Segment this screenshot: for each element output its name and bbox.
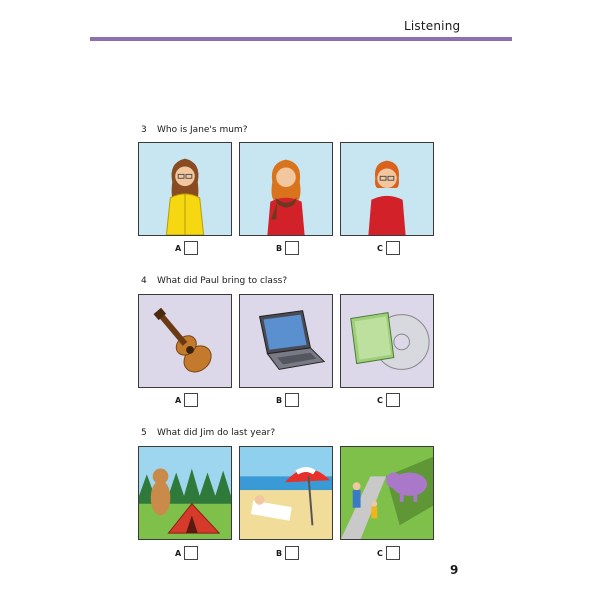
option-4a bbox=[175, 393, 198, 407]
question-text: What did Paul bring to class? bbox=[157, 276, 288, 286]
option-4a-picture[interactable] bbox=[138, 294, 232, 388]
option-4b-picture[interactable] bbox=[239, 294, 333, 388]
option-4b bbox=[276, 393, 299, 407]
question-5 bbox=[141, 428, 275, 438]
page-number: 9 bbox=[450, 563, 459, 577]
answer-checkbox[interactable] bbox=[386, 393, 400, 407]
option-letter: C bbox=[377, 243, 383, 253]
answer-checkbox[interactable] bbox=[184, 393, 198, 407]
option-5b bbox=[276, 546, 299, 560]
option-letter: A bbox=[175, 548, 182, 558]
option-letter: C bbox=[377, 395, 383, 405]
option-5a bbox=[175, 546, 198, 560]
question-text: What did Jim do last year? bbox=[157, 428, 276, 438]
question-3 bbox=[141, 125, 247, 135]
answer-checkbox[interactable] bbox=[285, 546, 299, 560]
option-4c-picture[interactable] bbox=[340, 294, 434, 388]
option-letter: B bbox=[276, 548, 283, 558]
answer-checkbox[interactable] bbox=[184, 546, 198, 560]
option-letter: B bbox=[276, 243, 283, 253]
option-3c bbox=[377, 241, 400, 255]
option-5c-picture[interactable] bbox=[340, 446, 434, 540]
answer-checkbox[interactable] bbox=[184, 241, 198, 255]
question-4 bbox=[141, 276, 287, 286]
option-letter: C bbox=[377, 548, 383, 558]
option-4c bbox=[377, 393, 400, 407]
option-3b-picture[interactable] bbox=[239, 142, 333, 236]
option-3a bbox=[175, 241, 198, 255]
option-5a-picture[interactable] bbox=[138, 446, 232, 540]
answer-checkbox[interactable] bbox=[285, 393, 299, 407]
option-5b-picture[interactable] bbox=[239, 446, 333, 540]
option-letter: A bbox=[175, 243, 182, 253]
question-number: 5 bbox=[141, 428, 147, 438]
question-number: 3 bbox=[141, 125, 147, 135]
option-3c-picture[interactable] bbox=[340, 142, 434, 236]
question-text: Who is Jane's mum? bbox=[157, 125, 248, 135]
option-3a-picture[interactable] bbox=[138, 142, 232, 236]
answer-checkbox[interactable] bbox=[285, 241, 299, 255]
option-5c bbox=[377, 546, 400, 560]
header-rule bbox=[90, 37, 512, 41]
answer-checkbox[interactable] bbox=[386, 241, 400, 255]
option-letter: A bbox=[175, 395, 182, 405]
question-number: 4 bbox=[141, 276, 147, 286]
answer-checkbox[interactable] bbox=[386, 546, 400, 560]
option-letter: B bbox=[276, 395, 283, 405]
section-title: Listening bbox=[404, 19, 461, 33]
option-3b bbox=[276, 241, 299, 255]
